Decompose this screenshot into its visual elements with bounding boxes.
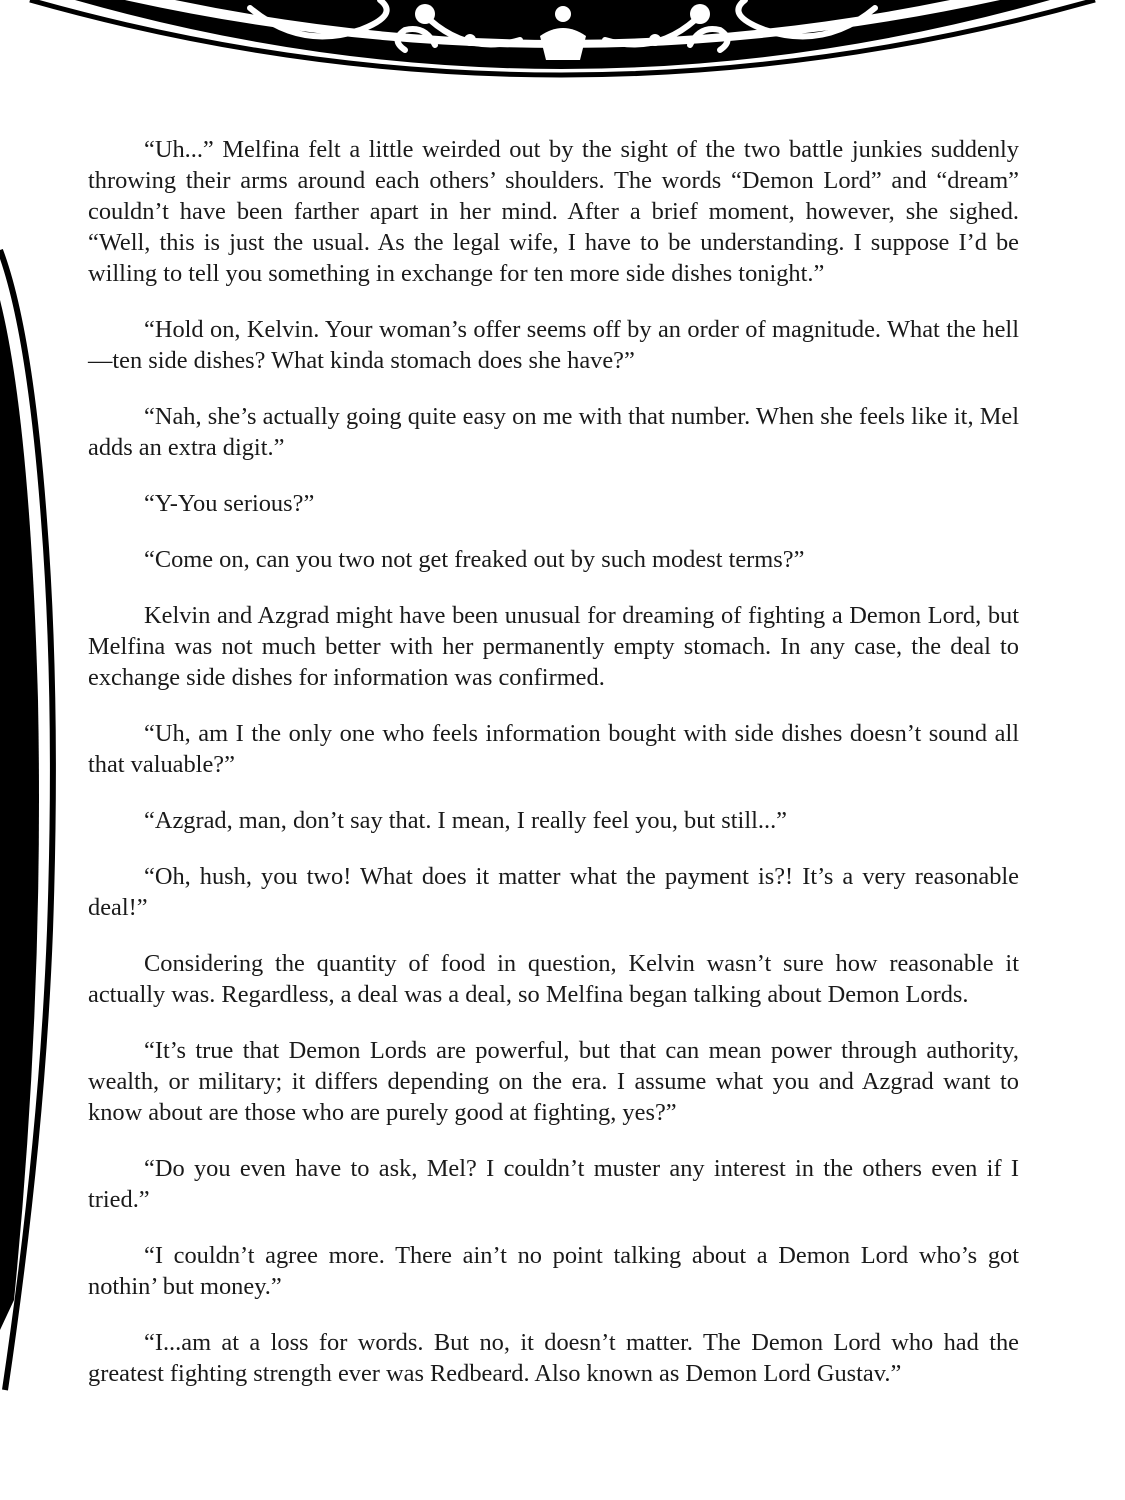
paragraph: “Oh, hush, you two! What does it matter what the payment is?! It’s a very reasonable deal!” (88, 863, 1019, 921)
paragraph: “Y-You serious?” (144, 490, 315, 517)
paragraph: “Nah, she’s actually going quite easy on me with that number. When she feels like it, Mel adds an extra digit.” (88, 403, 1019, 461)
left-curved-border-icon (0, 0, 60, 1500)
paragraph: “I couldn’t agree more. There ain’t no point talking about a Demon Lord who’s got nothin’ but money.” (88, 1242, 1019, 1300)
paragraph: “Uh, am I the only one who feels information bought with side dishes doesn’t sound all that valuable?” (88, 720, 1019, 778)
paragraph: “It’s true that Demon Lords are powerful, but that can mean power through authority, wealth, or military; it differs depending on the era. I assume what you and Azgrad want to know about are those who are purely good at fighting, yes?” (88, 1037, 1019, 1126)
paragraph: Considering the quantity of food in question, Kelvin wasn’t sure how reasonable it actually was. Regardless, a deal was a deal, so Melfina began talking about Demon Lords. (88, 950, 1019, 1008)
paragraph: “Uh...” Melfina felt a little weirded out by the sight of the two battle junkies suddenly throwing their arms around each others’ shoulders. The words “Demon Lord” and “dream” couldn’t have been farther apart in her mind. After a brief moment, however, she sighed. “Well, this is just the usual. As the legal wife, I have to be understanding. I suppose I’d be willing to tell you something in exchange for ten more side dishes tonight.” (88, 136, 1019, 287)
paragraph: “I...am at a loss for words. But no, it doesn’t matter. The Demon Lord who had the greatest fighting strength ever was Redbeard. Also known as Demon Lord Gustav.” (88, 1329, 1019, 1387)
paragraph: “Do you even have to ask, Mel? I couldn’t muster any interest in the others even if I tried.” (88, 1155, 1019, 1213)
paragraph: “Hold on, Kelvin. Your woman’s offer seems off by an order of magnitude. What the hell—ten side dishes? What kinda stomach does she have?” (88, 316, 1019, 374)
page-body-text (88, 134, 1019, 1414)
paragraph: “Come on, can you two not get freaked out by such modest terms?” (144, 546, 805, 573)
paragraph: Kelvin and Azgrad might have been unusual for dreaming of fighting a Demon Lord, but Melfina was not much better with her permanently empty stomach. In any case, the deal to exchange side dishes for information was confirmed. (88, 602, 1019, 691)
ornamental-scroll-border-icon (0, 0, 1125, 110)
paragraph: “Azgrad, man, don’t say that. I mean, I really feel you, but still...” (144, 807, 787, 834)
